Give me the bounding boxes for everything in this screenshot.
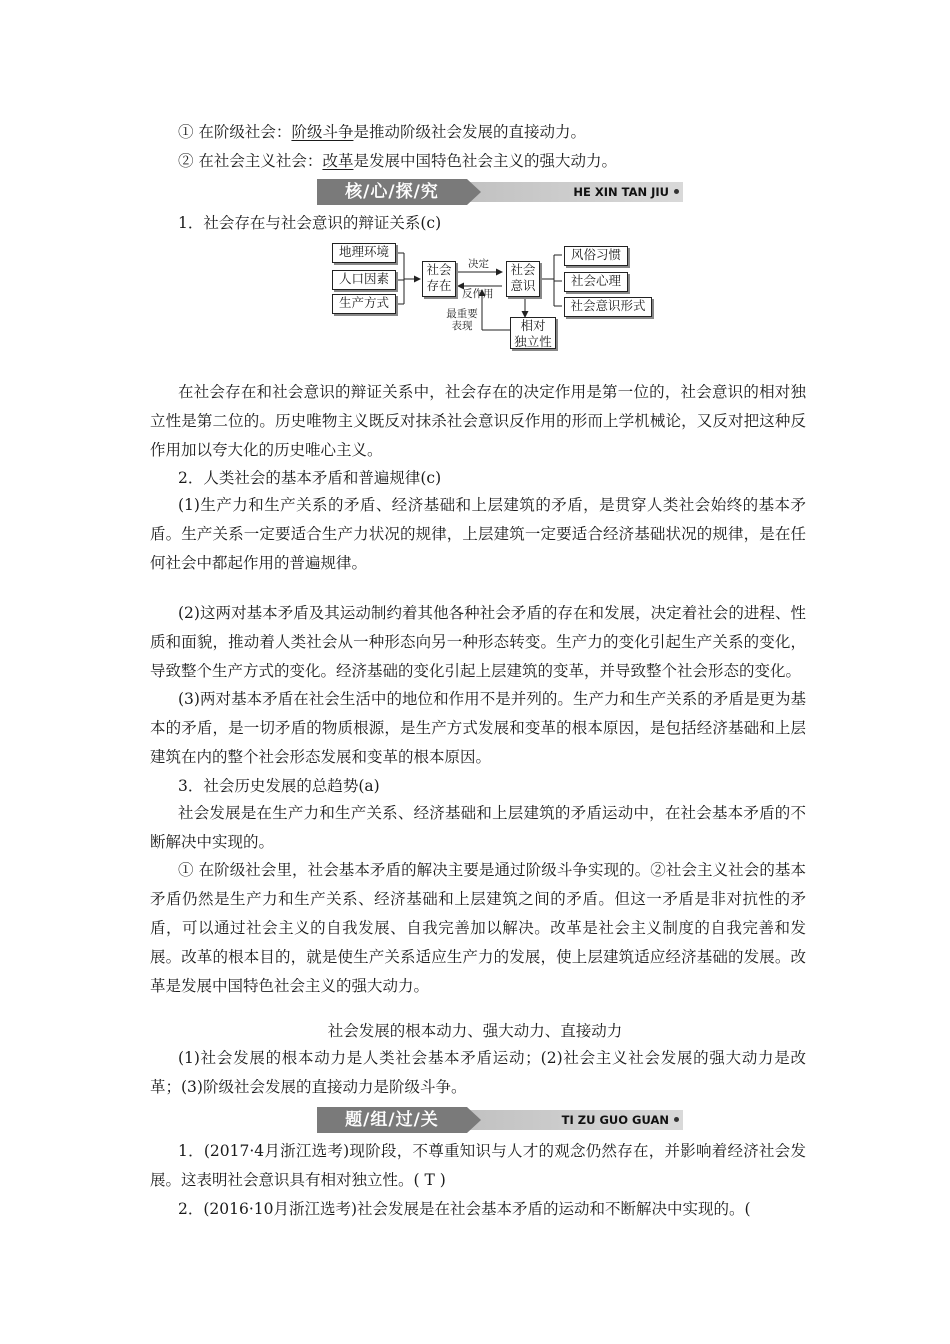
summary-text: (1)社会发展的根本动力是人类社会基本矛盾运动；(2)社会主义社会发展的强大动力是改革；(3)阶级社会发展的直接动力是阶级斗争。 <box>150 1049 806 1096</box>
diagram-item-social-psychology: 社会心理 <box>564 272 628 292</box>
diagram-item-population: 人口因素 <box>332 270 396 290</box>
summary-title: 社会发展的根本动力、强大动力、直接动力 <box>327 1022 623 1040</box>
question-2: 2．(2016·10月浙江选考)社会发展是在社会基本矛盾的运动和不断解决中实现的。( <box>178 1200 751 1218</box>
diagram-item-geography: 地理环境 <box>332 243 396 263</box>
paragraph-3-2: ① 在阶级社会里，社会基本矛盾的解决主要是通过阶级斗争实现的。②社会主义社会的基本矛盾仍然是生产力和生产关系、经济基础和上层建筑之间的矛盾。但这一矛盾是非对抗性的矛盾，可以通过社会主义的自我发展、自我完善加以解决。改革是社会主义制度的自我完善和发展。改革的根本目的，就是使生产关系适应生产力的发展，使上层建筑适应经济基础的发展。改革是发展中国特色社会主义的强大动力。 <box>150 861 806 995</box>
banner-dot-icon <box>674 189 679 194</box>
diagram-item-customs: 风俗习惯 <box>564 246 628 266</box>
section-banner-core-inquiry <box>317 182 683 202</box>
underlined-reform: 改革 <box>322 152 354 170</box>
diagram-social-consciousness: 社会 意识 <box>506 261 540 297</box>
banner-dot-icon <box>674 1117 679 1122</box>
banner-title: 核/心/探/究 <box>317 179 467 205</box>
label-decides: 决定 <box>468 258 489 270</box>
intro-line-2-prefix: ② 在社会主义社会： <box>178 152 323 170</box>
paragraph-2-2: (2)这两对基本矛盾及其运动制约着其他各种社会矛盾的存在和发展，决定着社会的进程、性质和面貌，推动着人类社会从一种形态向另一种形态转变。生产力的变化引起生产关系的变化，导致整个生产方式的变化。经济基础的变化引起上层建筑的变革，并导致整个社会形态的变化。 <box>150 604 806 680</box>
question-1: 1．(2017·4月浙江选考)现阶段，不尊重知识与人才的观念仍然存在，并影响着经济社会发展。这表明社会意识具有相对独立性。( T ) <box>150 1142 806 1189</box>
intro-line-1-prefix: ① 在阶级社会： <box>178 123 292 141</box>
intro-line-2 <box>178 151 617 171</box>
section-2-heading: 2．人类社会的基本矛盾和普遍规律(c) <box>178 469 442 487</box>
section-1-heading: 1．社会存在与社会意识的辩证关系(c) <box>178 214 442 232</box>
paragraph-dialectic: 在社会存在和社会意识的辩证关系中，社会存在的决定作用是第一位的，社会意识的相对独立性是第二位的。历史唯物主义既反对抹杀社会意识反作用的形而上学机械论，又反对把这种反作用加以夸大化的历史唯心主义。 <box>150 383 806 459</box>
paragraph-2-3: (3)两对基本矛盾在社会生活中的地位和作用不是并列的。生产力和生产关系的矛盾是更为基本的矛盾，是一切矛盾的物质根源，是生产方式发展和变革的根本原因，是包括经济基础和上层建筑在内的整个社会形态发展和变革的根本原因。 <box>150 690 806 766</box>
diagram-item-production-mode: 生产方式 <box>332 294 396 314</box>
banner-pinyin: HE XIN TAN JIU <box>573 185 669 199</box>
banner-pinyin: TI ZU GUO GUAN <box>561 1113 669 1127</box>
label-most-important: 最重要 表现 <box>446 308 478 332</box>
banner-title: 题/组/过/关 <box>317 1107 467 1133</box>
intro-line-2-suffix: 是发展中国特色社会主义的强大动力。 <box>353 152 617 170</box>
intro-line-1 <box>178 122 586 142</box>
diagram-item-ideology-forms: 社会意识形式 <box>564 297 652 317</box>
diagram-relative-independence: 相对 独立性 <box>510 317 556 349</box>
diagram-social-existence: 社会 存在 <box>422 261 456 297</box>
paragraph-3-1: 社会发展是在生产力和生产关系、经济基础和上层建筑的矛盾运动中，在社会基本矛盾的不断解决中实现的。 <box>150 804 806 851</box>
section-3-heading: 3．社会历史发展的总趋势(a) <box>178 777 380 795</box>
label-reaction: 反作用 <box>462 288 494 300</box>
existence-consciousness-diagram <box>330 239 655 351</box>
paragraph-2-1: (1)生产力和生产关系的矛盾、经济基础和上层建筑的矛盾，是贯穿人类社会始终的基本矛盾。生产关系一定要适合生产力状况的规律，上层建筑一定要适合经济基础状况的规律，是在任何社会中都起作用的普遍规律。 <box>150 496 806 572</box>
intro-line-1-suffix: 是推动阶级社会发展的直接动力。 <box>353 123 586 141</box>
underlined-class-struggle: 阶级斗争 <box>291 123 354 141</box>
section-banner-exercises <box>317 1110 683 1130</box>
